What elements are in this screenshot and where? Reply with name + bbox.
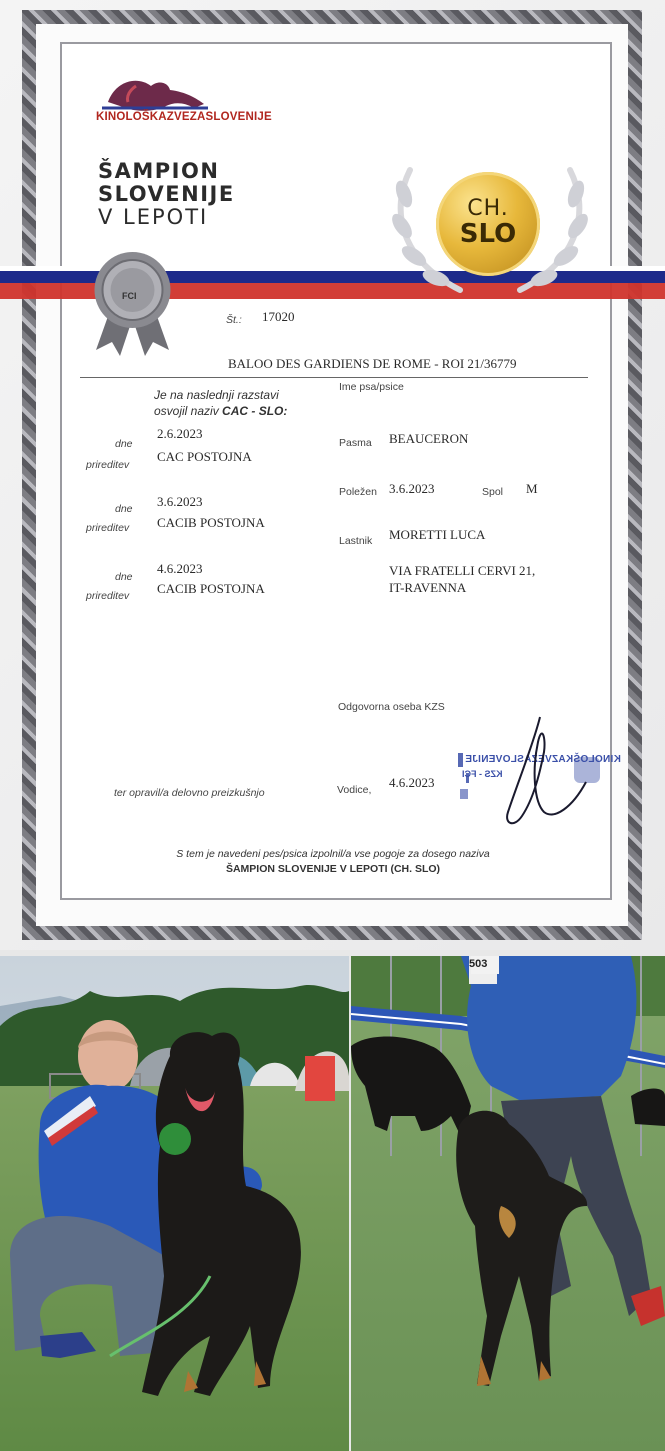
address-line-1: VIA FRATELLI CERVI 21, [389, 563, 536, 578]
responsible-label: Odgovorna oseba KZS [338, 701, 445, 713]
sex: M [526, 481, 538, 496]
breed: BEAUCERON [389, 431, 469, 446]
footer-text [88, 847, 578, 877]
show-2-date-label: dne [115, 503, 133, 515]
place-label: Vodice, [337, 784, 372, 796]
show-3-event-label: prireditev [86, 590, 130, 602]
show-3-event: CACIB POSTOJNA [157, 581, 265, 596]
bib-number: 503 [469, 958, 488, 970]
work-test-label: ter opravil/a delovno preizkušnjo [114, 787, 265, 799]
ch-slo-gold-seal [436, 172, 540, 276]
show-1-event-label: prireditev [86, 459, 130, 471]
org-name: KINOLOŠKAZVEZASLOVENIJE [96, 111, 272, 123]
show-3-date-label: dne [115, 571, 133, 583]
intro-line-2: osvojil naziv [154, 404, 223, 418]
title-line-2: SLOVENIJE [98, 182, 235, 206]
title-line-3: V LEPOTI [98, 205, 209, 229]
stamp-text: KINOLOŠKAZVEZASLOVENIJE [465, 754, 621, 765]
seal-line-2: SLO [459, 219, 517, 249]
title-line-1: ŠAMPION [98, 159, 220, 183]
breed-label: Pasma [339, 437, 372, 449]
certificate-title [98, 160, 235, 229]
owner-label: Lastnik [339, 535, 373, 547]
show-1-date: 2.6.2023 [157, 426, 203, 441]
photo-left-scene [0, 956, 349, 1451]
seal-line-1: CH. [467, 196, 509, 221]
show-1-date-label: dne [115, 438, 133, 450]
photo-dog-gaiting [351, 956, 665, 1451]
signature-icon [500, 712, 590, 832]
owner: MORETTI LUCA [389, 527, 486, 542]
fci-label: FCI [122, 291, 137, 301]
intro-text [154, 387, 287, 419]
show-1-event: CAC POSTOJNA [157, 449, 252, 464]
photo-right-scene [351, 956, 665, 1451]
stamp-sub: KZS - FCI [462, 769, 503, 779]
footer-line-1: S tem je navedeni pes/psica izpolnil/a vse pogoje za dosego naziva [176, 848, 490, 860]
address-line-2: IT-RAVENNA [389, 580, 467, 595]
dog-name-underline [80, 377, 588, 378]
number-label: Št.: [226, 314, 242, 326]
photo-handler-with-dog [0, 956, 349, 1451]
show-2-event-label: prireditev [86, 522, 130, 534]
certificate-number: 17020 [262, 309, 295, 324]
dog-name-label: Ime psa/psice [339, 381, 404, 393]
dog-name: BALOO DES GARDIENS DE ROME - ROI 21/36779 [228, 356, 517, 371]
place-date: 4.6.2023 [389, 775, 435, 790]
show-2-date: 3.6.2023 [157, 494, 203, 509]
intro-award: CAC - SLO: [222, 404, 288, 418]
show-2-event: CACIB POSTOJNA [157, 515, 265, 530]
show-3-date: 4.6.2023 [157, 561, 203, 576]
footer-line-2: ŠAMPION SLOVENIJE V LEPOTI (CH. SLO) [225, 863, 441, 875]
sex-label: Spol [482, 486, 504, 498]
born-label: Poležen [339, 486, 377, 498]
intro-line-1: Je na naslednji razstavi [154, 388, 279, 402]
fci-rosette-icon [90, 250, 175, 358]
born-date: 3.6.2023 [389, 481, 435, 496]
